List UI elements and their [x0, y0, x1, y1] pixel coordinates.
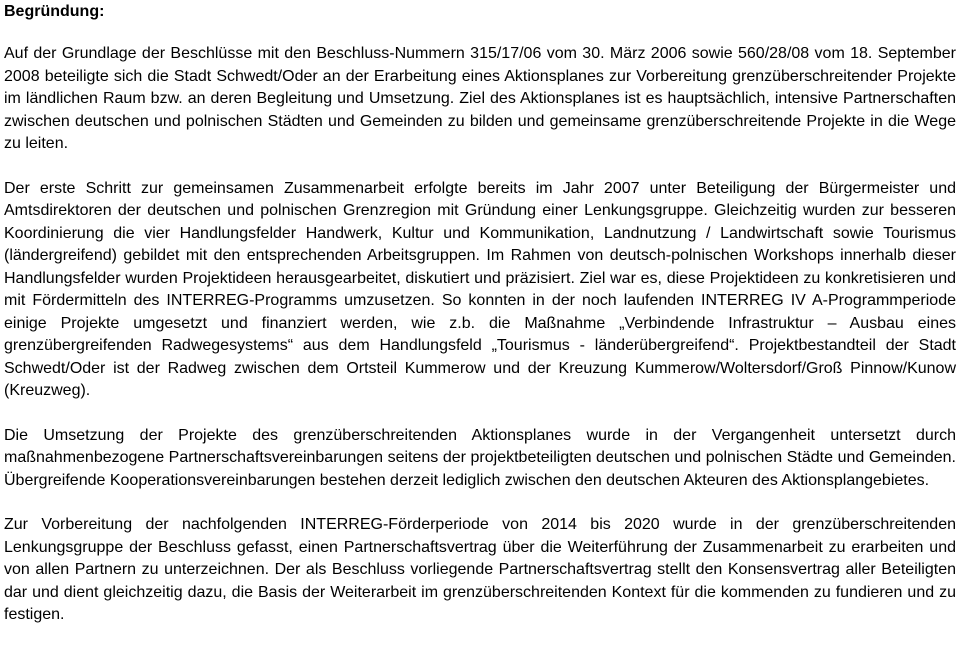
spacer [4, 156, 956, 178]
spacer [4, 24, 956, 43]
paragraph-implementation: Die Umsetzung der Projekte des grenzüberschreitenden Aktionsplanes wurde in der Vergangenheit untersetzt durch maßnahmenbezogene Partnerschaftsvereinbarungen seitens der projektbeteiligten deutschen und polnischen Städte und Gemeinden. Übergreifende Kooperationsvereinbarungen bestehen derzeit lediglich zwischen den deutschen Akteuren des Aktionsplangebietes. [4, 426, 956, 489]
paragraph-first-steps: Der erste Schritt zur gemeinsamen Zusammenarbeit erfolgte bereits im Jahr 2007 unter Beteiligung der Bürgermeister und Amtsdirektoren der deutschen und polnischen Grenzregion mit Gründung einer Lenkungsgruppe. Gleichzeitig wurden zur besseren Koordinierung die vier Handlungsfelder Handwerk, Kultur und Kommunikation, Landnutzung / Landwirtschaft sowie Tourismus (ländergreifend) gebildet mit den entsprechenden Arbeitsgruppen. Im Rahmen von deutsch-polnischen Workshops innerhalb dieser Handlungsfelder wurden Projektideen herausgearbeitet, diskutiert und präzisiert. Ziel war es, diese Projektideen zu konkretisieren und mit Fördermitteln des INTERREG-Programms umzusetzen. So konnten in der noch laufenden INTERREG IV A-Programmperiode einige Projekte umgesetzt und finanziert werden, wie z.b. die Maßnahme „Verbindende Infrastruktur – Ausbau eines grenzübergreifenden Radwegesystems“ aus dem Handlungsfeld „Tourismus - länderübergreifend“. Projektbestandteil der Stadt Schwedt/Oder ist der Radweg zwischen dem Ortsteil Kummerow und der Kreuzung Kummerow/Woltersdorf/Groß Pinnow/Kunow (Kreuzweg). [4, 179, 956, 399]
paragraph-background: Auf der Grundlage der Beschlüsse mit den Beschluss-Nummern 315/17/06 vom 30. März 2006 sowie 560/28/08 vom 18. September 2008 beteiligte sich die Stadt Schwedt/Oder an der Erarbeitung eines Aktionsplanes zur Vorbereitung grenzüberschreitender Projekte im ländlichen Raum bzw. an deren Begleitung und Umsetzung. Ziel des Aktionsplanes ist es hauptsächlich, intensive Partnerschaften zwischen deutschen und polnischen Städten und Gemeinden zu bilden und gemeinsame grenzüberschreitende Projekte in die Wege zu leiten. [4, 45, 956, 152]
spacer [4, 492, 956, 514]
spacer [4, 403, 956, 425]
paragraph-next-period: Zur Vorbereitung der nachfolgenden INTERREG-Förderperiode von 2014 bis 2020 wurde in der grenzüberschreitenden Lenkungsgruppe der Beschluss gefasst, einen Partnerschaftsvertrag über die Weiterführung der Zusammenarbeit zu erarbeiten und von allen Partnern zu unterzeichnen. Der als Beschluss vorliegende Partnerschaftsvertrag stellt den Konsensvertrag aller Beteiligten dar und dient gleichzeitig dazu, die Basis der Weiterarbeit im grenzüberschreitenden Kontext für die kommenden zu fundieren und zu festigen. [4, 516, 956, 623]
section-heading: Begründung: [4, 3, 105, 20]
